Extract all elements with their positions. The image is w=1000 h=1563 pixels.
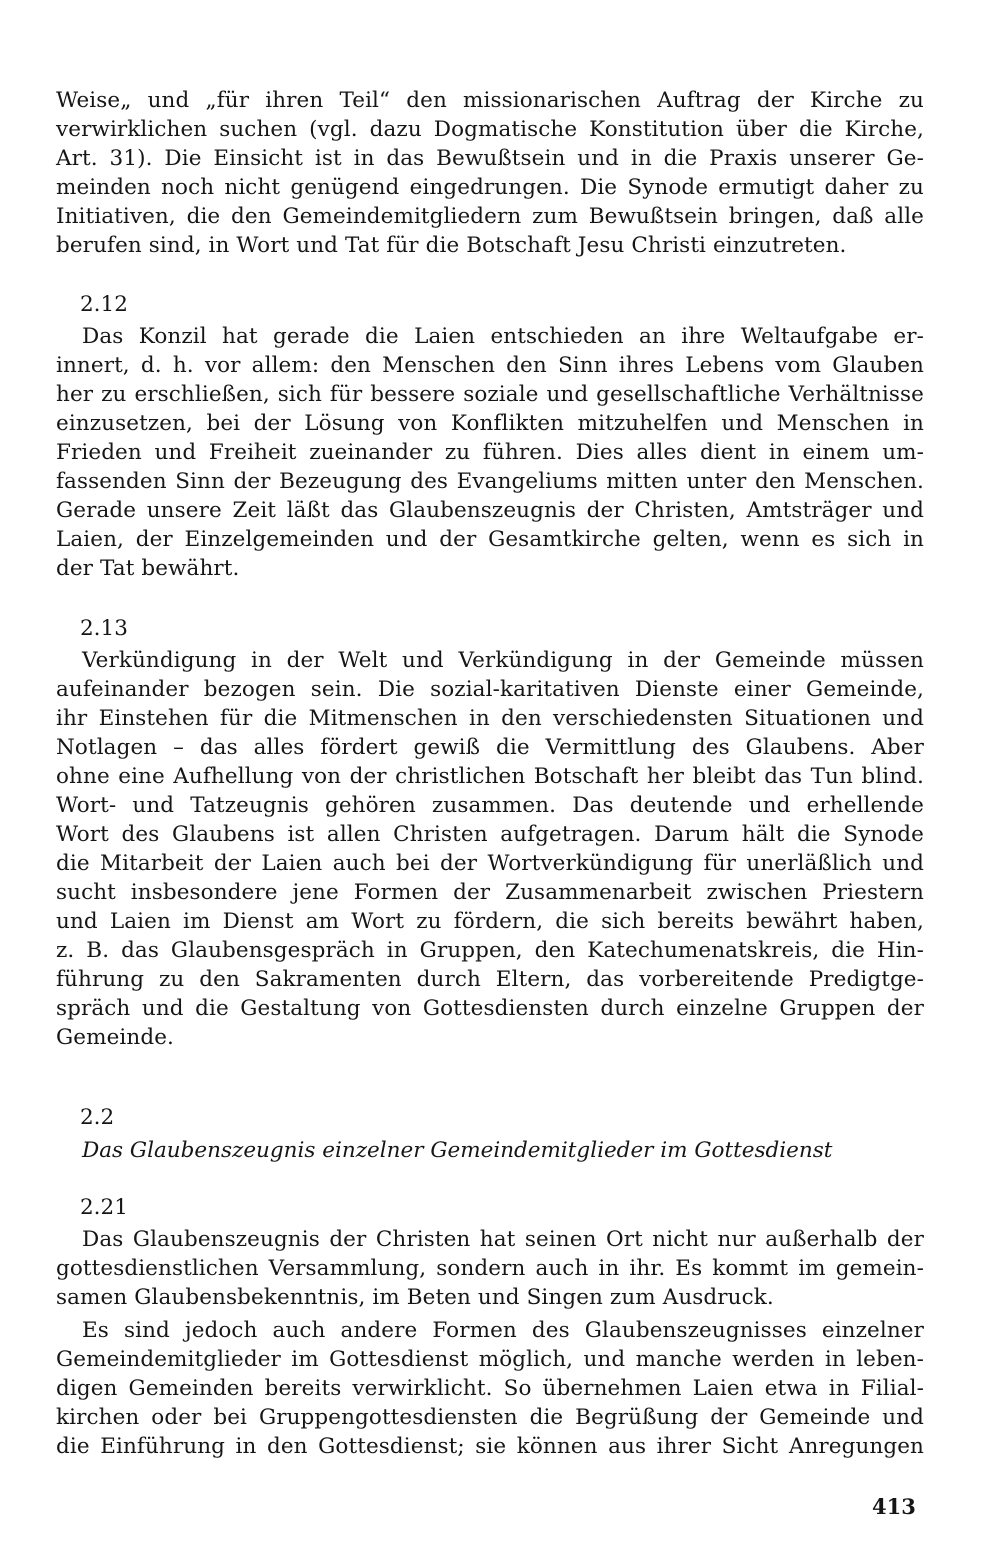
text-line: innert, d. h. vor allem: den Menschen den Sinn ihres Lebens vom Glauben [56,353,924,378]
text-line: Weise„ und „für ihren Teil“ den missionarischen Auftrag der Kirche zu [56,88,924,113]
text-line: Gemeindemitglieder im Gottesdienst möglich, und manche werden in leben- [56,1347,924,1372]
text-line: die Einführung in den Gottesdienst; sie können aus ihrer Sicht Anregungen [56,1434,924,1459]
text-line: digen Gemeinden bereits verwirklicht. So übernehmen Laien etwa in Filial- [56,1376,924,1401]
text-line: Wort- und Tatzeugnis gehören zusammen. Das deutende und erhellende [56,793,924,818]
text-line: Frieden und Freiheit zueinander zu führen. Dies alles dient in einem um- [56,440,924,465]
text-line: Verkündigung in der Welt und Verkündigung in der Gemeinde müssen [82,648,924,673]
text-line: der Tat bewährt. [56,556,240,581]
text-line: einzusetzen, bei der Lösung von Konflikten mitzuhelfen und Menschen in [56,411,924,436]
text-line: Gerade unsere Zeit läßt das Glaubenszeugnis der Christen, Amtsträger und [56,498,924,523]
text-line: z. B. das Glaubensgespräch in Gruppen, den Katechumenatskreis, die Hin- [56,938,924,963]
text-line: verwirklichen suchen (vgl. dazu Dogmatische Konstitution über die Kirche, [56,117,924,142]
section-number-2-2: 2.2 [80,1105,115,1130]
section-number-2-12: 2.12 [80,292,128,317]
section-number-2-13: 2.13 [80,616,128,641]
text-line: Es sind jedoch auch andere Formen des Glaubenszeugnisses einzelner [82,1318,924,1343]
text-line: Initiativen, die den Gemeindemitgliedern zum Bewußtsein bringen, daß alle [56,204,924,229]
text-line: und Laien im Dienst am Wort zu fördern, die sich bereits bewährt haben, [56,909,924,934]
text-line: führung zu den Sakramenten durch Eltern, das vorbereitende Predigtge- [56,967,924,992]
text-line: fassenden Sinn der Bezeugung des Evangeliums mitten unter den Menschen. [56,469,924,494]
text-line: Art. 31). Die Einsicht ist in das Bewußtsein und in die Praxis unserer Ge- [56,146,924,171]
text-line: samen Glaubensbekenntnis, im Beten und Singen zum Ausdruck. [56,1285,774,1310]
text-line: meinden noch nicht genügend eingedrungen. Die Synode ermutigt daher zu [56,175,924,200]
text-line: Gemeinde. [56,1025,174,1050]
text-line: gottesdienstlichen Versammlung, sondern auch in ihr. Es kommt im gemein- [56,1256,924,1281]
text-line: Das Konzil hat gerade die Laien entschieden an ihre Weltaufgabe er- [82,324,924,349]
text-line: sucht insbesondere jene Formen der Zusammenarbeit zwischen Priestern [56,880,924,905]
text-line: die Mitarbeit der Laien auch bei der Wortverkündigung für unerläßlich und [56,851,924,876]
text-line: berufen sind, in Wort und Tat für die Botschaft Jesu Christi einzutreten. [56,233,847,258]
text-line: Wort des Glaubens ist allen Christen aufgetragen. Darum hält die Synode [56,822,924,847]
text-line: Notlagen – das alles fördert gewiß die Vermittlung des Glaubens. Aber [56,735,924,760]
section-number-2-21: 2.21 [80,1195,128,1220]
text-line: Laien, der Einzelgemeinden und der Gesamtkirche gelten, wenn es sich in [56,527,924,552]
text-line: ihr Einstehen für die Mitmenschen in den verschiedensten Situationen und [56,706,924,731]
text-line: kirchen oder bei Gruppengottesdiensten die Begrüßung der Gemeinde und [56,1405,924,1430]
text-line: spräch und die Gestaltung von Gottesdiensten durch einzelne Gruppen der [56,996,924,1021]
text-line: her zu erschließen, sich für bessere soziale und gesellschaftliche Verhältnisse [56,382,924,407]
text-line: aufeinander bezogen sein. Die sozial-karitativen Dienste einer Gemeinde, [56,677,924,702]
page-number: 413 [872,1494,916,1519]
section-title-2-2: Das Glaubenszeugnis einzelner Gemeindemitglieder im Gottesdienst [82,1138,833,1163]
text-line: Das Glaubenszeugnis der Christen hat seinen Ort nicht nur außerhalb der [82,1227,924,1252]
text-line: ohne eine Aufhellung von der christlichen Botschaft her bleibt das Tun blind. [56,764,924,789]
